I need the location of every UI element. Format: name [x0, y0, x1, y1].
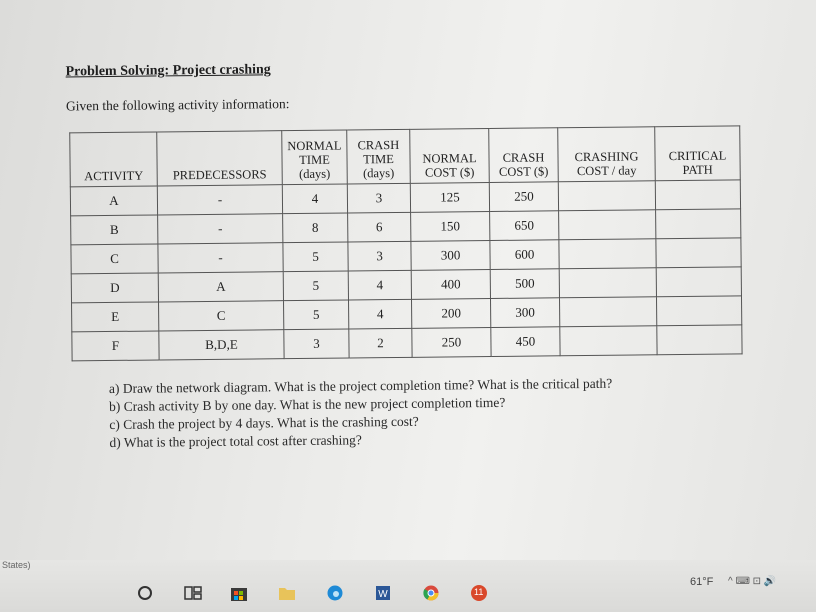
- cell-critical-path: [655, 180, 740, 210]
- header-crash-time: CRASH TIME (days): [347, 129, 411, 184]
- cell-crash-cost: 250: [489, 182, 558, 212]
- table-row: [72, 325, 742, 361]
- cell-normal-time: 5: [283, 271, 348, 301]
- cell-normal-cost: 250: [412, 328, 491, 358]
- cell-normal-time: 8: [283, 213, 348, 243]
- cell-activity: A: [70, 186, 157, 216]
- cell-critical-path: [656, 209, 741, 239]
- cell-activity: F: [72, 331, 159, 361]
- cell-crash-cost: 650: [490, 211, 559, 241]
- cell-normal-time: 5: [283, 242, 348, 272]
- cell-predecessors: B,D,E: [159, 330, 284, 360]
- cell-critical-path: [656, 296, 741, 326]
- header-critical-path: CRITICAL PATH: [655, 126, 741, 181]
- cell-activity: C: [71, 244, 158, 274]
- cell-activity: B: [71, 215, 158, 245]
- cell-crashing-cost: [559, 239, 656, 269]
- header-predecessors: PREDECESSORS: [157, 131, 283, 186]
- cell-crash-time: 2: [349, 328, 412, 358]
- question-b: b) Crash activity B by one day. What is the new project completion time?: [109, 394, 506, 415]
- store-icon[interactable]: [230, 584, 248, 602]
- edge-icon[interactable]: [326, 584, 344, 602]
- cell-normal-cost: 300: [411, 241, 490, 271]
- chrome-icon[interactable]: [422, 584, 440, 602]
- cell-normal-time: 5: [284, 300, 349, 330]
- header-normal-cost: NORMAL COST ($): [410, 129, 490, 184]
- cell-crashing-cost: [559, 297, 656, 327]
- cell-predecessors: -: [158, 214, 283, 244]
- header-normal-time: NORMAL TIME (days): [282, 130, 348, 185]
- cell-crashing-cost: [560, 326, 657, 356]
- question-d: d) What is the project total cost after crashing?: [109, 432, 362, 451]
- cell-normal-cost: 150: [411, 212, 490, 242]
- word-icon[interactable]: [374, 584, 392, 602]
- notification-badge: 11: [474, 587, 484, 597]
- file-explorer-icon[interactable]: [278, 584, 296, 602]
- intro-text: Given the following activity information:: [65, 96, 290, 114]
- cell-crashing-cost: [558, 181, 655, 211]
- cell-crashing-cost: [559, 210, 656, 240]
- cell-predecessors: C: [159, 301, 284, 331]
- taskbar: [0, 560, 816, 612]
- cell-crash-cost: 450: [491, 327, 560, 357]
- question-a: a) Draw the network diagram. What is the project completion time? What is the critical path?: [108, 375, 613, 397]
- cell-activity: E: [72, 302, 159, 332]
- cell-crashing-cost: [559, 268, 656, 298]
- cell-crash-time: 4: [349, 299, 412, 329]
- cell-crash-time: 3: [347, 183, 410, 213]
- cell-normal-cost: 400: [411, 270, 490, 300]
- cell-critical-path: [656, 267, 741, 297]
- states-label: States): [2, 560, 31, 570]
- task-view-icon[interactable]: [184, 584, 202, 602]
- app-icon[interactable]: [470, 584, 488, 602]
- cell-predecessors: A: [158, 272, 283, 302]
- table-header-row: [70, 126, 741, 187]
- cell-crash-cost: 500: [490, 269, 559, 299]
- cell-critical-path: [657, 325, 742, 355]
- cell-crash-time: 4: [348, 270, 411, 300]
- cell-predecessors: -: [158, 243, 283, 273]
- cell-critical-path: [656, 238, 741, 268]
- header-activity: ACTIVITY: [70, 132, 158, 187]
- cell-predecessors: -: [157, 185, 282, 215]
- question-c: c) Crash the project by 4 days. What is the crashing cost?: [109, 413, 419, 433]
- header-crash-cost: CRASH COST ($): [489, 128, 559, 183]
- cell-crash-cost: 300: [490, 298, 559, 328]
- activity-table: [69, 125, 742, 361]
- cell-crash-cost: 600: [490, 240, 559, 270]
- weather-temperature[interactable]: 61°F: [690, 576, 714, 588]
- cell-activity: D: [71, 273, 158, 303]
- cell-crash-time: 3: [348, 241, 411, 271]
- cell-normal-time: 3: [284, 329, 349, 359]
- cell-normal-cost: 125: [410, 183, 489, 213]
- svg-text:W: W: [378, 589, 388, 600]
- header-crashing-cost-per-day: CRASHING COST / day: [558, 127, 656, 182]
- cell-normal-cost: 200: [411, 299, 490, 329]
- cell-normal-time: 4: [282, 184, 347, 214]
- cell-crash-time: 6: [348, 212, 411, 242]
- cortana-icon[interactable]: [136, 584, 154, 602]
- page-title: Problem Solving: Project crashing: [65, 62, 271, 80]
- system-tray[interactable]: ^ ⌨ ⊡ 🔊: [728, 576, 777, 587]
- question-list: [109, 375, 613, 452]
